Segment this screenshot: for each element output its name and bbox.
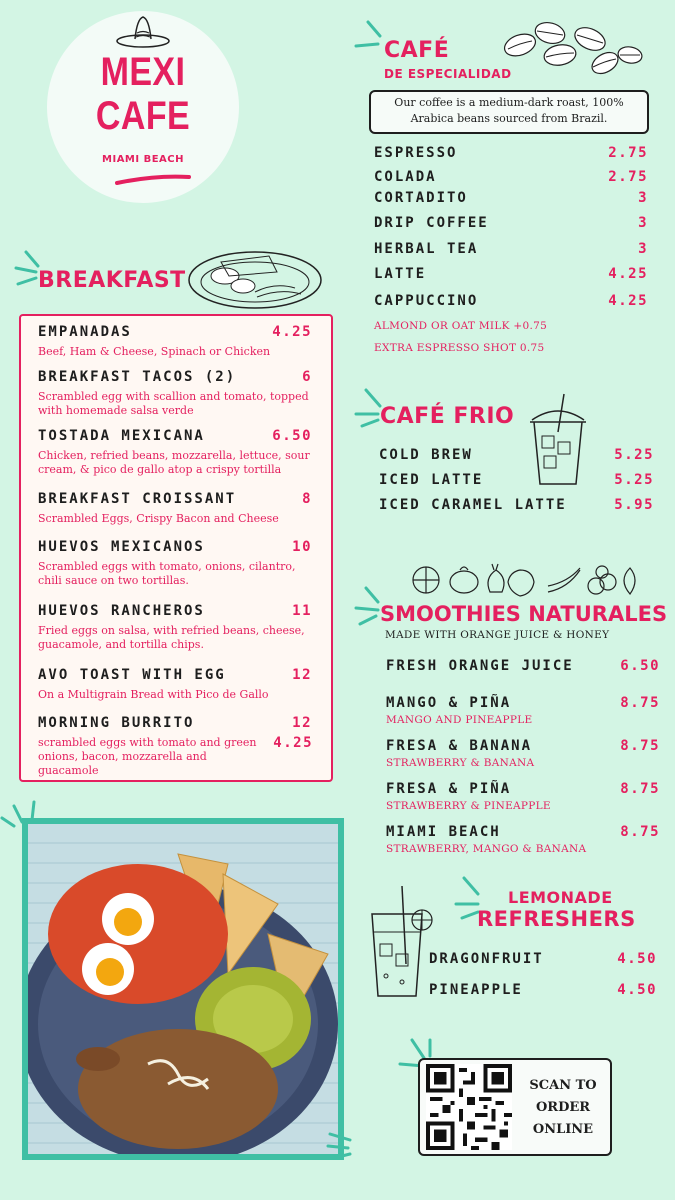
breakfast-item: [38, 428, 312, 444]
coffee-beans-icon: [490, 15, 650, 75]
cafe-item: [374, 190, 648, 206]
cafe-item: [374, 169, 648, 185]
cafe-item: [374, 266, 648, 282]
breakfast-item-name: BREAKFAST TACOS (2): [38, 369, 237, 385]
breakfast-item-price: 10: [292, 539, 312, 555]
cafe-item-price: 2.75: [608, 145, 648, 161]
breakfast-item-desc: Beef, Ham & Cheese, Spinach or Chicken: [38, 345, 271, 358]
qr-label-1: SCAN TO: [529, 1078, 597, 1093]
cafe-item-name: ESPRESSO: [374, 145, 458, 161]
smoothie-item-desc: STRAWBERRY & BANANA: [386, 757, 535, 769]
cafe-note-box: [369, 90, 649, 134]
smoothie-item-desc: MANGO AND PINEAPPLE: [386, 714, 533, 726]
breakfast-item: [38, 715, 312, 731]
breakfast-item-desc: scrambled eggs with tomato and green onions, bacon, mozzarella and guacamole: [38, 736, 257, 777]
cafe-subtitle: DE ESPECIALIDAD: [384, 67, 512, 81]
cafe-item-name: CORTADITO: [374, 190, 468, 206]
breakfast-item: [38, 539, 312, 555]
cafe-item-name: LATTE: [374, 266, 427, 282]
cafe-item-price: 3: [638, 190, 648, 206]
breakfast-item-name: HUEVOS MEXICANOS: [38, 539, 205, 555]
breakfast-plate-icon: [185, 242, 325, 310]
breakfast-item-price: 12: [292, 667, 312, 683]
lemonade-glass-icon: [366, 884, 438, 1004]
breakfast-item-price: 4.25: [272, 324, 312, 340]
cafe-note: Our coffee is a medium-dark roast, 100% Arabica beans sourced from Brazil.: [394, 96, 624, 125]
logo-line2: CAFE: [95, 94, 191, 138]
cafe-frio-item-price: 5.25: [614, 472, 654, 488]
cafe-extra-1: ALMOND OR OAT MILK +0.75: [374, 320, 548, 332]
cafe-item-price: 3: [638, 215, 648, 231]
cafe-item-name: HERBAL TEA: [374, 241, 479, 257]
breakfast-item: [38, 324, 312, 340]
cafe-frio-title: CAFÉ FRIO: [380, 404, 515, 429]
smoothie-item-price: 8.75: [620, 781, 660, 797]
cafe-item-price: 2.75: [608, 169, 648, 185]
breakfast-item-desc: Chicken, refried beans, mozzarella, lettuce, sour cream, & pico de gallo atop a crispy tortilla: [38, 449, 310, 476]
breakfast-item-name: MORNING BURRITO: [38, 715, 195, 731]
cafe-title: CAFÉ: [384, 38, 450, 63]
breakfast-item-price: 8: [302, 491, 312, 507]
breakfast-item-name: HUEVOS RANCHEROS: [38, 603, 205, 619]
smoothie-item-name: FRESA & PIÑA: [386, 781, 512, 797]
breakfast-item-price-alt: 4.25: [273, 735, 313, 751]
burst-icon: [350, 18, 384, 58]
breakfast-item: [38, 491, 312, 507]
cafe-item: [374, 241, 648, 257]
breakfast-item-price: 6.50: [272, 428, 312, 444]
breakfast-item-desc: On a Multigrain Bread with Pico de Gallo: [38, 688, 269, 701]
smoothie-item-name: FRESH ORANGE JUICE: [386, 658, 574, 674]
cafe-item: [374, 145, 648, 161]
smoothie-item: [386, 658, 660, 674]
qr-box[interactable]: [418, 1058, 612, 1156]
breakfast-item-price: 6: [302, 369, 312, 385]
lemonade-title-2: REFRESHERS: [477, 907, 636, 931]
lemonade-title-1: LEMONADE: [508, 888, 613, 907]
breakfast-item-price: 12: [292, 715, 312, 731]
breakfast-item-name: EMPANADAS: [38, 324, 132, 340]
lemonade-item: [429, 951, 657, 967]
breakfast-item-name: TOSTADA MEXICANA: [38, 428, 205, 444]
breakfast-item-desc: Scrambled Eggs, Crispy Bacon and Cheese: [38, 512, 279, 525]
fruits-icon: [408, 562, 648, 598]
cafe-frio-item: [379, 472, 654, 488]
smoothie-item-price: 8.75: [620, 695, 660, 711]
food-photo: [22, 818, 344, 1160]
smoothie-item-price: 6.50: [620, 658, 660, 674]
smoothie-item-desc: STRAWBERRY, MANGO & BANANA: [386, 843, 587, 855]
qr-label-2: ORDER: [535, 1100, 591, 1115]
cafe-frio-item-name: ICED CARAMEL LATTE: [379, 497, 567, 513]
breakfast-item-name: BREAKFAST CROISSANT: [38, 491, 237, 507]
cafe-frio-item-name: ICED LATTE: [379, 472, 484, 488]
logo-line3: MIAMI BEACH: [102, 154, 184, 165]
cafe-item: [374, 215, 648, 231]
cafe-frio-item: [379, 497, 654, 513]
smoothie-item-name: MANGO & PIÑA: [386, 695, 512, 711]
burst-icon: [326, 1126, 366, 1166]
breakfast-title: BREAKFAST: [38, 268, 186, 293]
logo-swoosh: [115, 171, 195, 187]
smoothie-item: [386, 824, 660, 840]
smoothies-subtitle: MADE WITH ORANGE JUICE & HONEY: [385, 629, 610, 641]
sombrero-icon: [115, 13, 171, 53]
smoothie-item: [386, 738, 660, 754]
lemonade-item-price: 4.50: [617, 982, 657, 998]
cafe-item-name: COLADA: [374, 169, 437, 185]
breakfast-item: [38, 667, 312, 683]
smoothies-title: SMOOTHIES NATURALES: [380, 602, 668, 626]
cafe-frio-item: [379, 447, 654, 463]
breakfast-item-name: AVO TOAST WITH EGG: [38, 667, 226, 683]
lemonade-item-price: 4.50: [617, 951, 657, 967]
cafe-frio-item-name: COLD BREW: [379, 447, 473, 463]
smoothie-item-price: 8.75: [620, 738, 660, 754]
burst-icon: [350, 384, 384, 428]
breakfast-item-desc: Fried eggs on salsa, with refried beans, cheese, guacamole, and tortilla chips.: [38, 624, 305, 651]
breakfast-item: [38, 603, 312, 619]
cafe-item-price: 3: [638, 241, 648, 257]
qr-code-icon[interactable]: [426, 1064, 512, 1150]
breakfast-item-price: 11: [292, 603, 312, 619]
smoothie-item: [386, 781, 660, 797]
breakfast-item-desc: Scrambled egg with scallion and tomato, topped with homemade salsa verde: [38, 390, 309, 417]
burst-icon: [352, 586, 382, 626]
cafe-frio-item-price: 5.25: [614, 447, 654, 463]
smoothie-item: [386, 695, 660, 711]
lemonade-item: [429, 982, 657, 998]
logo-line1: MEXI: [100, 50, 186, 94]
cafe-item-name: CAPPUCCINO: [374, 293, 479, 309]
cafe-frio-item-price: 5.95: [614, 497, 654, 513]
logo: [47, 11, 239, 203]
cafe-item: [374, 293, 648, 309]
cafe-item-name: DRIP COFFEE: [374, 215, 489, 231]
lemonade-item-name: DRAGONFRUIT: [429, 951, 544, 967]
smoothie-item-price: 8.75: [620, 824, 660, 840]
smoothie-item-name: MIAMI BEACH: [386, 824, 501, 840]
breakfast-item: [38, 369, 312, 385]
qr-label-3: ONLINE: [532, 1122, 594, 1137]
smoothie-item-name: FRESA & BANANA: [386, 738, 533, 754]
cafe-extra-2: EXTRA ESPRESSO SHOT 0.75: [374, 342, 545, 354]
lemonade-item-name: PINEAPPLE: [429, 982, 523, 998]
cafe-item-price: 4.25: [608, 293, 648, 309]
cafe-item-price: 4.25: [608, 266, 648, 282]
smoothie-item-desc: STRAWBERRY & PINEAPPLE: [386, 800, 551, 812]
breakfast-item-desc: Scrambled eggs with tomato, onions, cilantro, chili sauce on two tortillas.: [38, 560, 296, 587]
